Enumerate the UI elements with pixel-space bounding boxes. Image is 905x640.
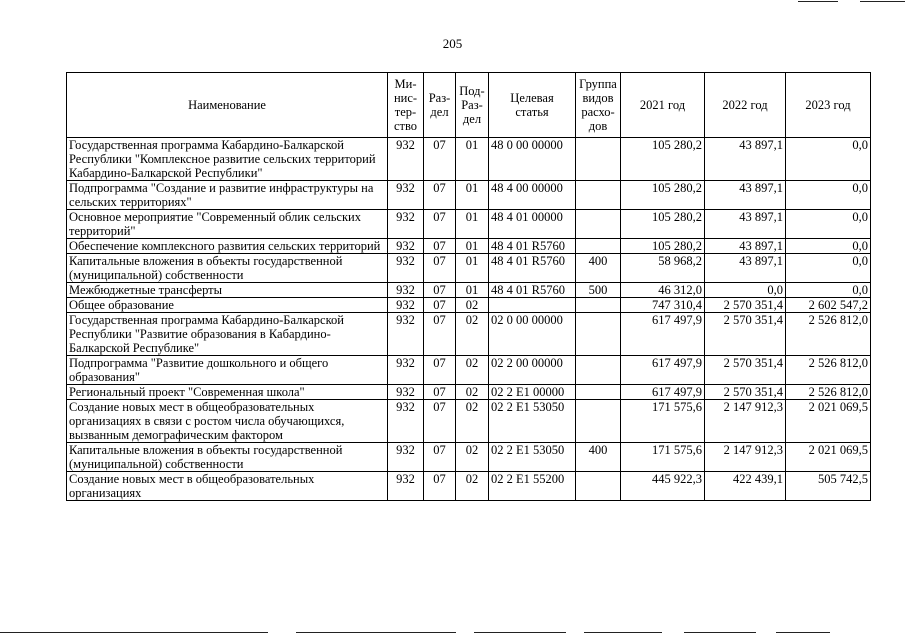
cell-expense-group (576, 313, 621, 356)
cell-2023: 2 021 069,5 (786, 400, 871, 443)
cell-article: 02 2 E1 00000 (489, 385, 576, 400)
cell-ministry: 932 (388, 239, 424, 254)
cell-2023: 0,0 (786, 138, 871, 181)
cell-2023: 0,0 (786, 210, 871, 239)
cell-2021: 58 968,2 (621, 254, 705, 283)
cell-article: 02 2 E1 55200 (489, 472, 576, 501)
cell-article: 48 4 01 R5760 (489, 239, 576, 254)
cell-article: 02 0 00 00000 (489, 313, 576, 356)
cell-article (489, 298, 576, 313)
page-number: 205 (442, 36, 463, 51)
budget-table (66, 72, 871, 501)
cell-section: 07 (424, 283, 456, 298)
cell-2021: 445 922,3 (621, 472, 705, 501)
cell-ministry: 932 (388, 400, 424, 443)
table-row (67, 138, 871, 181)
cell-2023: 2 526 812,0 (786, 356, 871, 385)
cell-expense-group (576, 400, 621, 443)
cell-name: Обеспечение комплексного развития сельских территорий (67, 239, 388, 254)
header-2022: 2022 год (705, 73, 786, 138)
cell-section: 07 (424, 298, 456, 313)
cell-2022: 2 147 912,3 (705, 443, 786, 472)
cell-name: Государственная программа Кабардино-Балкарской Республики "Комплексное развитие сельских территорий Кабардино-Балкарской Республики" (67, 138, 388, 181)
cell-article: 48 4 01 00000 (489, 210, 576, 239)
cell-2022: 2 147 912,3 (705, 400, 786, 443)
cell-2022: 43 897,1 (705, 181, 786, 210)
cell-ministry: 932 (388, 181, 424, 210)
cell-section: 07 (424, 472, 456, 501)
cell-expense-group (576, 385, 621, 400)
table-row (67, 181, 871, 210)
cell-2022: 2 570 351,4 (705, 356, 786, 385)
cell-2021: 171 575,6 (621, 443, 705, 472)
cell-ministry: 932 (388, 443, 424, 472)
cell-name: Создание новых мест в общеобразовательных организациях (67, 472, 388, 501)
cell-article: 48 4 00 00000 (489, 181, 576, 210)
cell-2023: 505 742,5 (786, 472, 871, 501)
cell-2021: 105 280,2 (621, 210, 705, 239)
cell-2022: 2 570 351,4 (705, 313, 786, 356)
cell-subsection: 02 (456, 472, 489, 501)
cell-2021: 105 280,2 (621, 138, 705, 181)
cell-2021: 617 497,9 (621, 313, 705, 356)
cell-name: Общее образование (67, 298, 388, 313)
cell-2022: 2 570 351,4 (705, 298, 786, 313)
header-expense-group: Группа видов расхо- дов (576, 73, 621, 138)
cell-2021: 617 497,9 (621, 385, 705, 400)
cell-subsection: 01 (456, 181, 489, 210)
cell-2022: 43 897,1 (705, 138, 786, 181)
cell-2021: 105 280,2 (621, 181, 705, 210)
cell-expense-group (576, 356, 621, 385)
cell-2023: 0,0 (786, 239, 871, 254)
table-row (67, 385, 871, 400)
cell-section: 07 (424, 254, 456, 283)
cell-2023: 2 526 812,0 (786, 385, 871, 400)
cell-subsection: 02 (456, 313, 489, 356)
cell-ministry: 932 (388, 313, 424, 356)
table-row (67, 210, 871, 239)
cell-name: Основное мероприятие "Современный облик сельских территорий" (67, 210, 388, 239)
cell-2021: 46 312,0 (621, 283, 705, 298)
cell-ministry: 932 (388, 283, 424, 298)
cell-2021: 105 280,2 (621, 239, 705, 254)
cell-ministry: 932 (388, 356, 424, 385)
table-row (67, 298, 871, 313)
header-article: Целевая статья (489, 73, 576, 138)
cell-2023: 0,0 (786, 254, 871, 283)
cell-subsection: 01 (456, 254, 489, 283)
cell-2023: 0,0 (786, 181, 871, 210)
cell-name: Региональный проект "Современная школа" (67, 385, 388, 400)
table-header-row (67, 73, 871, 138)
cell-2023: 2 021 069,5 (786, 443, 871, 472)
cell-ministry: 932 (388, 210, 424, 239)
table-row (67, 400, 871, 443)
cell-expense-group: 500 (576, 283, 621, 298)
cell-name: Подпрограмма "Развитие дошкольного и общего образования" (67, 356, 388, 385)
cell-name: Подпрограмма "Создание и развитие инфраструктуры на сельских территориях" (67, 181, 388, 210)
cell-article: 02 2 E1 53050 (489, 443, 576, 472)
cell-subsection: 02 (456, 385, 489, 400)
cell-article: 48 0 00 00000 (489, 138, 576, 181)
cell-section: 07 (424, 239, 456, 254)
cell-ministry: 932 (388, 138, 424, 181)
cell-subsection: 01 (456, 138, 489, 181)
cell-article: 02 2 00 00000 (489, 356, 576, 385)
cell-ministry: 932 (388, 472, 424, 501)
table-row (67, 313, 871, 356)
header-2021: 2021 год (621, 73, 705, 138)
cell-expense-group (576, 298, 621, 313)
cell-2021: 171 575,6 (621, 400, 705, 443)
cell-section: 07 (424, 210, 456, 239)
footer-line (296, 632, 456, 633)
cell-2021: 617 497,9 (621, 356, 705, 385)
cell-subsection: 02 (456, 356, 489, 385)
table-row (67, 254, 871, 283)
cell-expense-group (576, 181, 621, 210)
cell-2021: 747 310,4 (621, 298, 705, 313)
cell-section: 07 (424, 385, 456, 400)
cell-name: Межбюджетные трансферты (67, 283, 388, 298)
cell-article: 48 4 01 R5760 (489, 283, 576, 298)
cell-2023: 0,0 (786, 283, 871, 298)
cell-expense-group (576, 239, 621, 254)
cell-subsection: 02 (456, 298, 489, 313)
cell-2022: 43 897,1 (705, 254, 786, 283)
cell-2023: 2 526 812,0 (786, 313, 871, 356)
cell-ministry: 932 (388, 254, 424, 283)
header-subsection: Под- Раз- дел (456, 73, 489, 138)
footer-line (684, 632, 756, 633)
cell-article: 48 4 01 R5760 (489, 254, 576, 283)
cell-expense-group (576, 472, 621, 501)
cell-expense-group (576, 210, 621, 239)
footer-line (0, 632, 268, 633)
header-line (798, 1, 838, 2)
cell-ministry: 932 (388, 298, 424, 313)
cell-subsection: 02 (456, 400, 489, 443)
cell-section: 07 (424, 356, 456, 385)
cell-expense-group: 400 (576, 443, 621, 472)
cell-section: 07 (424, 400, 456, 443)
cell-name: Создание новых мест в общеобразовательных организациях в связи с ростом числа обучающихся, вызванным демографическим фактором (67, 400, 388, 443)
table-row (67, 283, 871, 298)
header-section: Раз- дел (424, 73, 456, 138)
header-line (860, 1, 905, 2)
table-row (67, 239, 871, 254)
cell-2022: 43 897,1 (705, 210, 786, 239)
cell-name: Капитальные вложения в объекты государственной (муниципальной) собственности (67, 254, 388, 283)
header-2023: 2023 год (786, 73, 871, 138)
cell-ministry: 932 (388, 385, 424, 400)
header-ministry: Ми- нис- тер- ство (388, 73, 424, 138)
cell-section: 07 (424, 181, 456, 210)
cell-expense-group: 400 (576, 254, 621, 283)
cell-subsection: 02 (456, 443, 489, 472)
footer-line (776, 632, 830, 633)
cell-section: 07 (424, 443, 456, 472)
cell-name: Капитальные вложения в объекты государственной (муниципальной) собственности (67, 443, 388, 472)
cell-2023: 2 602 547,2 (786, 298, 871, 313)
cell-section: 07 (424, 138, 456, 181)
table-row (67, 472, 871, 501)
footer-line (584, 632, 662, 633)
cell-2022: 422 439,1 (705, 472, 786, 501)
cell-2022: 43 897,1 (705, 239, 786, 254)
table-row (67, 356, 871, 385)
cell-subsection: 01 (456, 210, 489, 239)
header-name: Наименование (67, 73, 388, 138)
cell-expense-group (576, 138, 621, 181)
table-row (67, 443, 871, 472)
cell-article: 02 2 E1 53050 (489, 400, 576, 443)
cell-name: Государственная программа Кабардино-Балкарской Республики "Развитие образования в Кабардино-Балкарской Республике" (67, 313, 388, 356)
footer-line (474, 632, 566, 633)
cell-2022: 2 570 351,4 (705, 385, 786, 400)
cell-section: 07 (424, 313, 456, 356)
cell-subsection: 01 (456, 283, 489, 298)
cell-subsection: 01 (456, 239, 489, 254)
cell-2022: 0,0 (705, 283, 786, 298)
